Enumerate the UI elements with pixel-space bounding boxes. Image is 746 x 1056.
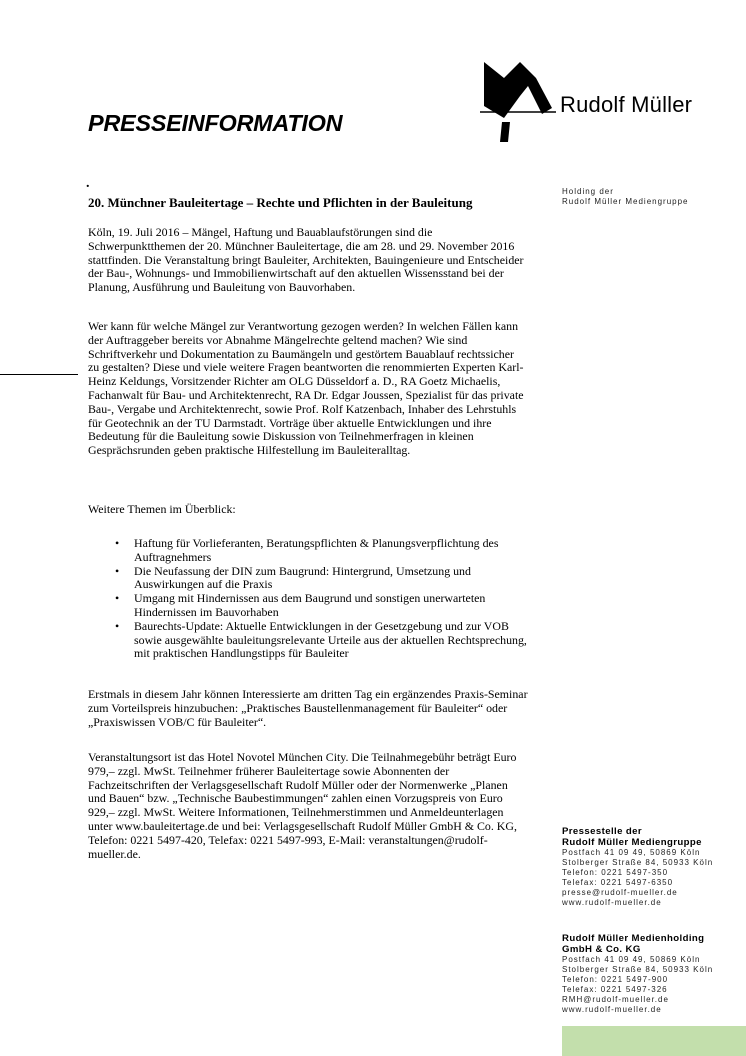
contact-medienholding — [562, 933, 737, 1015]
contact-line: Telefon: 0221 5497-900 — [562, 975, 669, 984]
list-item: • Umgang mit Hindernissen aus dem Baugrund und sonstigen unerwarteten Hindernissen im Bauvorhaben — [88, 592, 538, 620]
article-title: 20. Münchner Bauleitertage – Rechte und Pflichten in der Bauleitung — [88, 195, 473, 210]
contact-heading: GmbH & Co. KG — [562, 944, 641, 955]
contact-website: www.rudolf-mueller.de — [562, 1005, 662, 1014]
page-heading: PRESSEINFORMATION — [88, 110, 343, 136]
paragraph-questions: Wer kann für welche Mängel zur Verantwortung gezogen werden? In welchen Fällen kann der Auftraggeber bereits vor Abnahme Mängelrechte geltend machen? Wie sind Schriftverkehr und Dokumentation zu Baumängeln und gestörtem Bauablauf rechtssicher zu gestalten? Diese und viele weitere Fragen beantworten die renommierten Experten Karl-Heinz Keldungs, Vorsitzender Richter am OLG Düsseldorf a. D., RA Goetz Michaelis, Fachanwalt für Bau- und Architektenrecht, RA Dr. Edgar Joussen, Spezialist für das private Bau-, Vergabe und Architektenrecht, sowie Prof. Rolf Katzenbach, Inhaber des Lehrstuhls für Geotechnik an der TU Darmstadt. Vorträge über aktuelle Entwicklungen und ihre Bedeutung für die Bauleitung sowie Diskussion von Teilnehmerfragen in kleinen Gesprächsrunden geben praktische Hilfestellung im Bauleiteralltag. — [88, 319, 524, 458]
list-item: • Die Neufassung der DIN zum Baugrund: Hintergrund, Umsetzung und Auswirkungen auf die Praxis — [88, 565, 538, 593]
rudolf-mueller-logo-icon — [480, 60, 556, 142]
contact-line: Postfach 41 09 49, 50869 Köln — [562, 848, 701, 857]
logo-wordmark: Rudolf Müller — [560, 92, 693, 117]
fold-mark-divider — [0, 374, 78, 375]
marker-dot: . — [86, 176, 90, 191]
contact-heading: Rudolf Müller Mediengruppe — [562, 837, 702, 848]
contact-email: RMH@rudolf-mueller.de — [562, 995, 669, 1004]
contact-line: Stolberger Straße 84, 50933 Köln — [562, 858, 714, 867]
contact-website: www.rudolf-mueller.de — [562, 898, 662, 907]
contact-line: Telefax: 0221 5497-326 — [562, 985, 668, 994]
paragraph-venue: Veranstaltungsort ist das Hotel Novotel München City. Die Teilnahmegebühr beträgt Euro 979,– zzgl. MwSt. Teilnehmer früherer Bauleitertage sowie Abonnenten der Fachzeitschriften der Verlagsgesellschaft Rudolf Müller oder der Normenwerke „Planen und Bauen“ bzw. „Technische Baubestimmungen“ zahlen einen Vorzugspreis von Euro 929,– zzgl. MwSt. Weitere Informationen, Teilnehmerstimmen und Anmeldeunterlagen unter www.bauleitertage.de und bei: Verlagsgesellschaft Rudolf Müller GmbH & Co. KG, Telefon: 0221 5497-420, Telefax: 0221 5497-993, E-Mail: veranstaltungen@rudolf-mueller.de. — [88, 750, 517, 861]
topics-list — [88, 537, 538, 661]
contact-heading: Rudolf Müller Medienholding — [562, 933, 705, 944]
footer-accent-box — [562, 1026, 746, 1056]
contact-line: Postfach 41 09 49, 50869 Köln — [562, 955, 701, 964]
contact-line: Telefon: 0221 5497-350 — [562, 868, 669, 877]
holding-note — [562, 187, 732, 207]
paragraph-intro: Köln, 19. Juli 2016 – Mängel, Haftung und Bauablaufstörungen sind die Schwerpunktthemen der 20. Münchner Bauleitertage, die am 28. und 29. November 2016 stattfinden. Die Veranstaltung bringt Bauleiter, Architekten, Bauingenieure und Entscheider der Bau-, Wohnungs- und Immobilienwirtschaft auf den aktuellen Wissensstand bei der Planung, Ausführung und Bauleitung von Bauvorhaben. — [88, 225, 524, 295]
contact-press-office — [562, 826, 737, 908]
contact-email: presse@rudolf-mueller.de — [562, 888, 678, 897]
holding-line: Rudolf Müller Mediengruppe — [562, 197, 689, 206]
holding-line: Holding der — [562, 187, 614, 196]
contact-line: Stolberger Straße 84, 50933 Köln — [562, 965, 714, 974]
list-item: • Haftung für Vorlieferanten, Beratungspflichten & Planungsverpflichtung des Auftragnehmers — [88, 537, 538, 565]
contact-line: Telefax: 0221 5497-6350 — [562, 878, 674, 887]
paragraph-topics-intro: Weitere Themen im Überblick: — [88, 502, 236, 516]
contact-heading: Pressestelle der — [562, 826, 643, 837]
paragraph-seminar: Erstmals in diesem Jahr können Interessierte am dritten Tag ein ergänzendes Praxis-Seminar zum Vorteilspreis hinzubuchen: „Praktisches Baustellenmanagement für Bauleiter“ oder „Praxiswissen VOB/C für Bauleiter“. — [88, 687, 528, 729]
list-item: • Baurechts-Update: Aktuelle Entwicklungen in der Gesetzgebung und zur VOB sowie ausgewählte bauleitungsrelevante Urteile aus der aktuellen Rechtsprechung, mit praktischen Handlungstipps für Bauleiter — [88, 620, 538, 661]
